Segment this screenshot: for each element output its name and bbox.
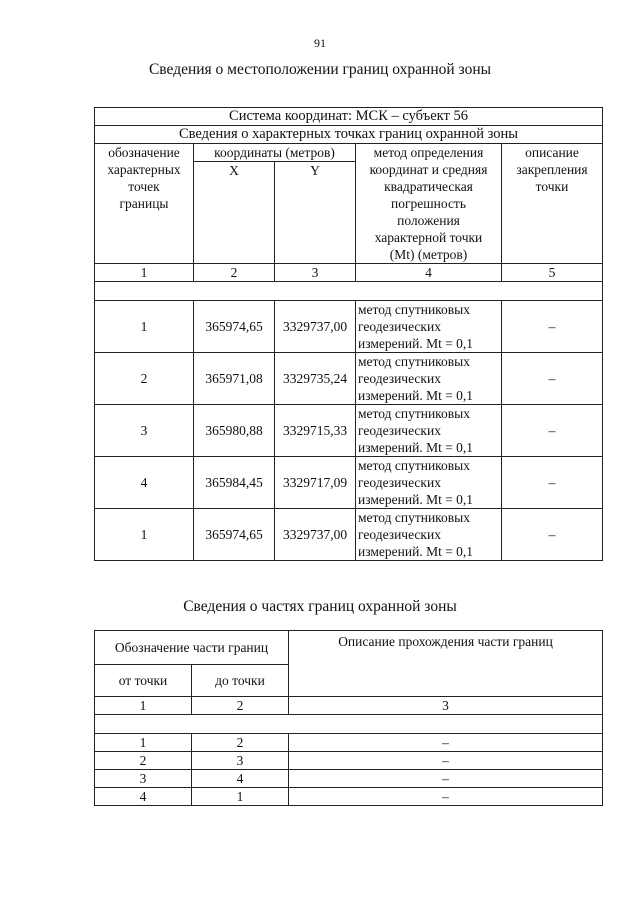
method-line: метод спутниковых xyxy=(358,458,470,473)
method-line: геодезических xyxy=(358,527,441,542)
method-line: метод спутниковых xyxy=(358,510,470,525)
method-cell xyxy=(356,509,502,561)
part-desc-cell: – xyxy=(289,788,603,806)
header-part-designation: Обозначение части границ xyxy=(95,631,289,665)
part-row xyxy=(95,770,603,788)
point-row xyxy=(95,509,603,561)
method-cell xyxy=(356,353,502,405)
col-number: 1 xyxy=(95,697,192,715)
column-numbers-row xyxy=(95,697,603,715)
method-cell xyxy=(356,405,502,457)
x-coordinate-cell: 365980,88 xyxy=(194,405,275,457)
description-cell: – xyxy=(502,301,603,353)
point-id-cell: 3 xyxy=(95,405,194,457)
col-number: 2 xyxy=(194,264,275,282)
section-title-parts: Сведения о частях границ охранной зоны xyxy=(183,598,457,615)
header-y: Y xyxy=(275,162,356,264)
method-line: измерений. Mt = 0,1 xyxy=(358,440,474,455)
page-number: 91 xyxy=(314,36,326,50)
description-cell: – xyxy=(502,509,603,561)
section-title-location: Сведения о местоположении границ охранной зоны xyxy=(148,61,492,78)
header-point-designation: обозначение характерных точек границы xyxy=(95,144,194,264)
part-desc-cell: – xyxy=(289,752,603,770)
method-line: измерений. Mt = 0,1 xyxy=(358,544,474,559)
part-to-cell: 2 xyxy=(192,734,289,752)
header-from-point: от точки xyxy=(95,665,192,697)
method-line: геодезических xyxy=(358,371,441,386)
points-subtitle-header: Сведения о характерных точках границ охранной зоны xyxy=(95,126,603,144)
point-id-cell: 4 xyxy=(95,457,194,509)
method-line: геодезических xyxy=(358,475,441,490)
part-desc-cell: – xyxy=(289,770,603,788)
method-line: измерений. Mt = 0,1 xyxy=(358,388,474,403)
part-from-cell: 2 xyxy=(95,752,192,770)
column-numbers-row xyxy=(95,264,603,282)
x-coordinate-cell: 365971,08 xyxy=(194,353,275,405)
part-desc-cell: – xyxy=(289,734,603,752)
col-number: 5 xyxy=(502,264,603,282)
point-row xyxy=(95,405,603,457)
col-number: 2 xyxy=(192,697,289,715)
part-from-cell: 1 xyxy=(95,734,192,752)
method-cell xyxy=(356,457,502,509)
point-row xyxy=(95,353,603,405)
col-number: 1 xyxy=(95,264,194,282)
y-coordinate-cell: 3329737,00 xyxy=(275,301,356,353)
y-coordinate-cell: 3329715,33 xyxy=(275,405,356,457)
method-line: метод спутниковых xyxy=(358,302,470,317)
header-method: метод определения координат и средняя квадратическая погрешность положения характерной точки (Mt) (метров) xyxy=(356,144,502,264)
x-coordinate-cell: 365984,45 xyxy=(194,457,275,509)
point-id-cell: 1 xyxy=(95,509,194,561)
x-coordinate-cell: 365974,65 xyxy=(194,509,275,561)
part-from-cell: 4 xyxy=(95,788,192,806)
description-cell: – xyxy=(502,457,603,509)
part-row xyxy=(95,734,603,752)
method-line: геодезических xyxy=(358,423,441,438)
part-row xyxy=(95,788,603,806)
point-row xyxy=(95,457,603,509)
y-coordinate-cell: 3329717,09 xyxy=(275,457,356,509)
header-x: X xyxy=(194,162,275,264)
col-number: 3 xyxy=(275,264,356,282)
blank-row xyxy=(95,282,603,301)
header-coordinates: координаты (метров) xyxy=(194,144,356,162)
method-line: геодезических xyxy=(358,319,441,334)
part-from-cell: 3 xyxy=(95,770,192,788)
points-table xyxy=(94,107,603,561)
header-description: описание закрепления точки xyxy=(502,144,603,264)
x-coordinate-cell: 365974,65 xyxy=(194,301,275,353)
point-id-cell: 2 xyxy=(95,353,194,405)
y-coordinate-cell: 3329737,00 xyxy=(275,509,356,561)
part-to-cell: 3 xyxy=(192,752,289,770)
part-to-cell: 4 xyxy=(192,770,289,788)
point-row xyxy=(95,301,603,353)
parts-table xyxy=(94,630,603,806)
header-to-point: до точки xyxy=(192,665,289,697)
part-to-cell: 1 xyxy=(192,788,289,806)
description-cell: – xyxy=(502,405,603,457)
header-part-description: Описание прохождения части границ xyxy=(289,631,603,697)
method-cell xyxy=(356,301,502,353)
method-line: измерений. Mt = 0,1 xyxy=(358,492,474,507)
part-row xyxy=(95,752,603,770)
col-number: 3 xyxy=(289,697,603,715)
point-id-cell: 1 xyxy=(95,301,194,353)
y-coordinate-cell: 3329735,24 xyxy=(275,353,356,405)
coordinate-system-header: Система координат: МСК – субъект 56 xyxy=(95,108,603,126)
method-line: измерений. Mt = 0,1 xyxy=(358,336,474,351)
method-line: метод спутниковых xyxy=(358,354,470,369)
method-line: метод спутниковых xyxy=(358,406,470,421)
blank-row xyxy=(95,715,603,734)
col-number: 4 xyxy=(356,264,502,282)
description-cell: – xyxy=(502,353,603,405)
